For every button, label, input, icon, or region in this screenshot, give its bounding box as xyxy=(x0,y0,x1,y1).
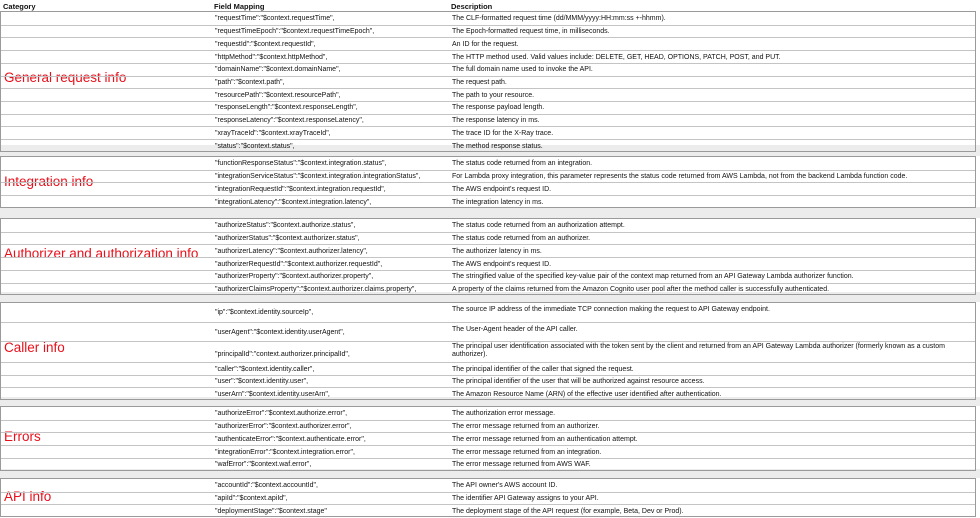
description-cell: The request path. xyxy=(452,79,507,86)
header-description: Description xyxy=(451,2,493,11)
description-cell: The principal identifier of the user that will be authorized against resource access. xyxy=(452,378,705,386)
description-cell: The status code returned from an integration. xyxy=(452,159,593,167)
table-row xyxy=(1,458,975,472)
field-mapping-cell: "xrayTraceId":"$context.xrayTraceId", xyxy=(215,129,331,137)
section-errors xyxy=(0,406,976,471)
description-cell: The response latency in ms. xyxy=(452,117,540,125)
table-row xyxy=(1,76,975,90)
section-category-label: Caller info xyxy=(4,340,65,355)
field-mapping-cell: "responseLength":"$context.responseLength", xyxy=(215,104,358,112)
table-row xyxy=(1,362,975,376)
field-mapping-cell: "authorizeStatus":"$context.authorize.status", xyxy=(215,221,356,229)
table-row xyxy=(1,170,975,184)
field-mapping-cell: "authorizerRequestId":"$context.authorizer.requestId", xyxy=(215,260,383,268)
description-cell: The integration latency in ms. xyxy=(452,198,544,206)
table-row xyxy=(1,157,975,170)
field-mapping-cell: "resourcePath":"$context.resourcePath", xyxy=(215,91,341,99)
section-category-label: Integration info xyxy=(4,174,94,189)
description-cell: The authorizer latency in ms. xyxy=(452,247,542,255)
field-mapping-cell: "integrationLatency":"$context.integration.latency", xyxy=(215,198,372,206)
header-field-mapping: Field Mapping xyxy=(214,2,265,11)
description-cell: The AWS endpoint's request ID. xyxy=(452,185,552,193)
description-cell: The API owner's AWS account ID. xyxy=(452,481,558,489)
field-mapping-cell: "domainName":"$context.domainName", xyxy=(215,66,341,74)
table-row xyxy=(1,219,975,232)
description-cell: The stringified value of the specified key-value pair of the context map returned from an API Gateway Lambda authorizer function. xyxy=(452,273,854,281)
table-row xyxy=(1,12,975,25)
table-row xyxy=(1,244,975,258)
table-row xyxy=(1,257,975,271)
table-row xyxy=(1,88,975,102)
field-mapping-cell: "authorizerClaimsProperty":"$context.authorizer.claims.property", xyxy=(215,286,417,293)
description-cell: The full domain name used to invoke the API. xyxy=(452,66,593,74)
description-cell: The error message returned from an authorizer. xyxy=(452,423,600,431)
table-row xyxy=(1,126,975,140)
field-mapping-cell: "requestTimeEpoch":"$context.requestTimeEpoch", xyxy=(215,28,375,36)
field-mapping-cell: "user":"$context.identity.user", xyxy=(215,378,309,386)
description-cell: The status code returned from an authorization attempt. xyxy=(452,221,625,229)
description-cell: The trace ID for the X-Ray trace. xyxy=(452,129,554,137)
table-row xyxy=(1,37,975,51)
field-mapping-cell: "status":"$context.status", xyxy=(215,142,295,150)
section-category-label: Errors xyxy=(4,429,41,444)
description-cell: The Amazon Resource Name (ARN) of the effective user identified after authentication. xyxy=(452,390,722,398)
table-row xyxy=(1,232,975,246)
field-mapping-cell: "functionResponseStatus":"$context.integration.status", xyxy=(215,159,387,167)
table-row xyxy=(1,322,975,342)
field-mapping-cell: "authorizerLatency":"$context.authorizer.latency", xyxy=(215,247,368,255)
description-cell: The error message returned from an integration. xyxy=(452,448,602,456)
description-cell: The CLF-formatted request time (dd/MMM/yyyy:HH:mm:ss +-hhmm). xyxy=(452,14,666,22)
section-caller-info xyxy=(0,302,976,400)
field-mapping-cell: "requestId":"$context.requestId", xyxy=(215,40,316,48)
description-cell: A property of the claims returned from the Amazon Cognito user pool after the method caller is successfully authenticated. xyxy=(452,286,830,293)
field-mapping-cell: "authenticateError":"$context.authenticate.error", xyxy=(215,435,366,443)
field-mapping-cell: "ip":"$context.identity.sourceIp", xyxy=(215,309,314,316)
description-cell: The error message returned from AWS WAF. xyxy=(452,461,591,469)
field-mapping-cell: "integrationError":"$context.integration.error", xyxy=(215,448,355,456)
field-mapping-cell: "userAgent":"$context.identity.userAgent", xyxy=(215,329,345,336)
table-row xyxy=(1,420,975,434)
field-mapping-cell: "httpMethod":"$context.httpMethod", xyxy=(215,53,328,61)
table-row xyxy=(1,114,975,128)
table-row xyxy=(1,387,975,401)
field-mapping-cell: "integrationServiceStatus":"$context.integration.integrationStatus", xyxy=(215,173,421,181)
description-cell: The response payload length. xyxy=(452,104,545,112)
section-authorizer-and-authorization-info xyxy=(0,218,976,295)
table-row xyxy=(1,432,975,446)
field-mapping-cell: "responseLatency":"$context.responseLatency", xyxy=(215,117,364,125)
description-cell: The User-Agent header of the API caller. xyxy=(452,325,578,333)
table-row xyxy=(1,407,975,420)
section-category-label: Authorizer and authorization info xyxy=(4,246,199,261)
table-row xyxy=(1,182,975,196)
description-cell: The AWS endpoint's request ID. xyxy=(452,260,552,268)
section-integration-info xyxy=(0,156,976,208)
field-mapping-cell: "path":"$context.path", xyxy=(215,79,285,86)
description-cell: The method response status. xyxy=(452,142,543,150)
description-cell: For Lambda proxy integration, this parameter represents the status code returned from AWS Lambda, not from the backend Lambda function code. xyxy=(452,173,908,181)
description-cell: The deployment stage of the API request (for example, Beta, Dev or Prod). xyxy=(452,507,684,515)
table-row xyxy=(1,101,975,115)
description-cell: The error message returned from an authentication attempt. xyxy=(452,435,638,443)
table-row xyxy=(1,63,975,77)
table-row xyxy=(1,375,975,389)
field-mapping-cell: "apiId":"$context.apiId", xyxy=(215,495,288,503)
table-row xyxy=(1,479,975,492)
field-mapping-cell: "integrationRequestId":"$context.integration.requestId", xyxy=(215,185,386,193)
table-row xyxy=(1,341,975,363)
section-general-request-info xyxy=(0,11,976,152)
field-mapping-cell: "authorizeError":"$context.authorize.error", xyxy=(215,409,348,417)
description-cell: The source IP address of the immediate TCP connection making the request to API Gateway endpoint. xyxy=(452,305,770,313)
description-cell: The identifier API Gateway assigns to your API. xyxy=(452,495,599,503)
table-row xyxy=(1,303,975,322)
description-cell: The authorization error message. xyxy=(452,409,556,417)
table-row xyxy=(1,50,975,64)
description-cell: The status code returned from an authorizer. xyxy=(452,235,591,243)
table-row xyxy=(1,270,975,284)
field-mapping-cell: "caller":"$context.identity.caller", xyxy=(215,365,315,373)
section-api-info xyxy=(0,478,976,517)
description-cell: The Epoch-formatted request time, in milliseconds. xyxy=(452,28,610,36)
description-cell: The path to your resource. xyxy=(452,91,535,99)
description-cell: An ID for the request. xyxy=(452,40,519,48)
description-cell: The principal identifier of the caller that signed the request. xyxy=(452,365,634,373)
table-row xyxy=(1,139,975,153)
table-row xyxy=(1,283,975,297)
header-category: Category xyxy=(3,2,36,11)
field-mapping-cell: "deploymentStage":"$context.stage" xyxy=(215,507,327,515)
section-category-label: API info xyxy=(4,489,52,504)
field-mapping-cell: "authorizerError":"$context.authorizer.error", xyxy=(215,423,352,431)
field-mapping-cell: "wafError":"$context.waf.error", xyxy=(215,461,312,469)
table-row xyxy=(1,492,975,506)
field-mapping-cell: "authorizerProperty":"$context.authorizer.property", xyxy=(215,273,374,281)
field-mapping-cell: "accountId":"$context.accountId", xyxy=(215,481,318,489)
description-cell: The HTTP method used. Valid values include: DELETE, GET, HEAD, OPTIONS, PATCH, POST, and PUT. xyxy=(452,53,781,61)
field-mapping-cell: "userArn":"$context.identity.userArn", xyxy=(215,390,330,398)
field-mapping-cell: "authorizerStatus":"$context.authorizer.status", xyxy=(215,235,360,243)
table-row xyxy=(1,445,975,459)
field-mapping-cell: "requestTime":"$context.requestTime", xyxy=(215,14,335,22)
field-mapping-cell: "principalId":"context.authorizer.principalId", xyxy=(215,351,350,358)
table-row xyxy=(1,504,975,518)
description-cell: The principal user identification associated with the token sent by the client and returned from an API Gateway Lambda authorizer (formerly known as a custom authorizer). xyxy=(452,343,945,358)
table-row xyxy=(1,25,975,39)
section-category-label: General request info xyxy=(4,70,127,85)
table-row xyxy=(1,195,975,209)
